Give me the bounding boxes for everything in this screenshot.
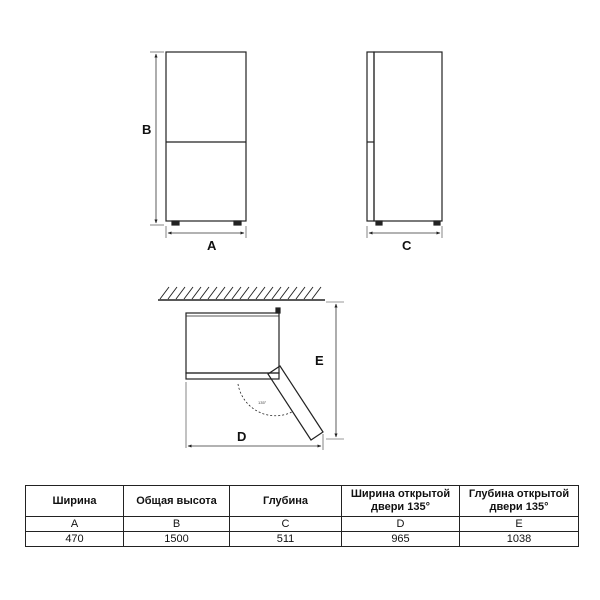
open-depth-letter: E (315, 353, 324, 368)
side-view (367, 52, 442, 225)
open-door (268, 366, 323, 440)
depth-dimension (367, 226, 442, 238)
value-cell: 1500 (124, 532, 230, 547)
header-depth: Глубина (230, 486, 342, 517)
width-dimension (166, 226, 246, 238)
table-header-row (26, 486, 579, 517)
fridge-side-foot-left (376, 221, 382, 225)
fridge-side-body (374, 52, 442, 221)
letter-cell: A (26, 517, 124, 532)
wall (158, 287, 325, 300)
table-letter-row (26, 517, 579, 532)
header-open-door-width: Ширина открытой двери 135° (342, 486, 460, 517)
height-letter: B (142, 122, 152, 137)
dimensions-table (25, 485, 579, 547)
fridge-front-foot-left (172, 221, 179, 225)
fridge-top-front-strip (186, 373, 279, 379)
open-width-dimension (186, 382, 323, 450)
top-view (186, 308, 323, 440)
fridge-front-foot-right (234, 221, 241, 225)
height-dimension (150, 52, 164, 225)
fridge-front-body (166, 52, 246, 221)
header-open-door-depth: Глубина открытой двери 135° (460, 486, 579, 517)
fridge-top-body (186, 313, 279, 373)
door-angle-label: 135° (258, 400, 267, 405)
fridge-top-hinge (276, 308, 280, 313)
value-cell: 1038 (460, 532, 579, 547)
table-value-row (26, 532, 579, 547)
value-cell: 470 (26, 532, 124, 547)
value-cell: 511 (230, 532, 342, 547)
header-total-height: Общая высота (124, 486, 230, 517)
depth-letter: C (402, 238, 412, 253)
letter-cell: D (342, 517, 460, 532)
fridge-side-foot-right (434, 221, 440, 225)
front-view (166, 52, 246, 225)
value-cell: 965 (342, 532, 460, 547)
open-depth-dimension (326, 302, 344, 439)
header-width: Ширина (26, 486, 124, 517)
fridge-side-door (367, 52, 374, 221)
letter-cell: B (124, 517, 230, 532)
letter-cell: C (230, 517, 342, 532)
width-letter: A (207, 238, 217, 253)
letter-cell: E (460, 517, 579, 532)
open-width-letter: D (237, 429, 247, 444)
